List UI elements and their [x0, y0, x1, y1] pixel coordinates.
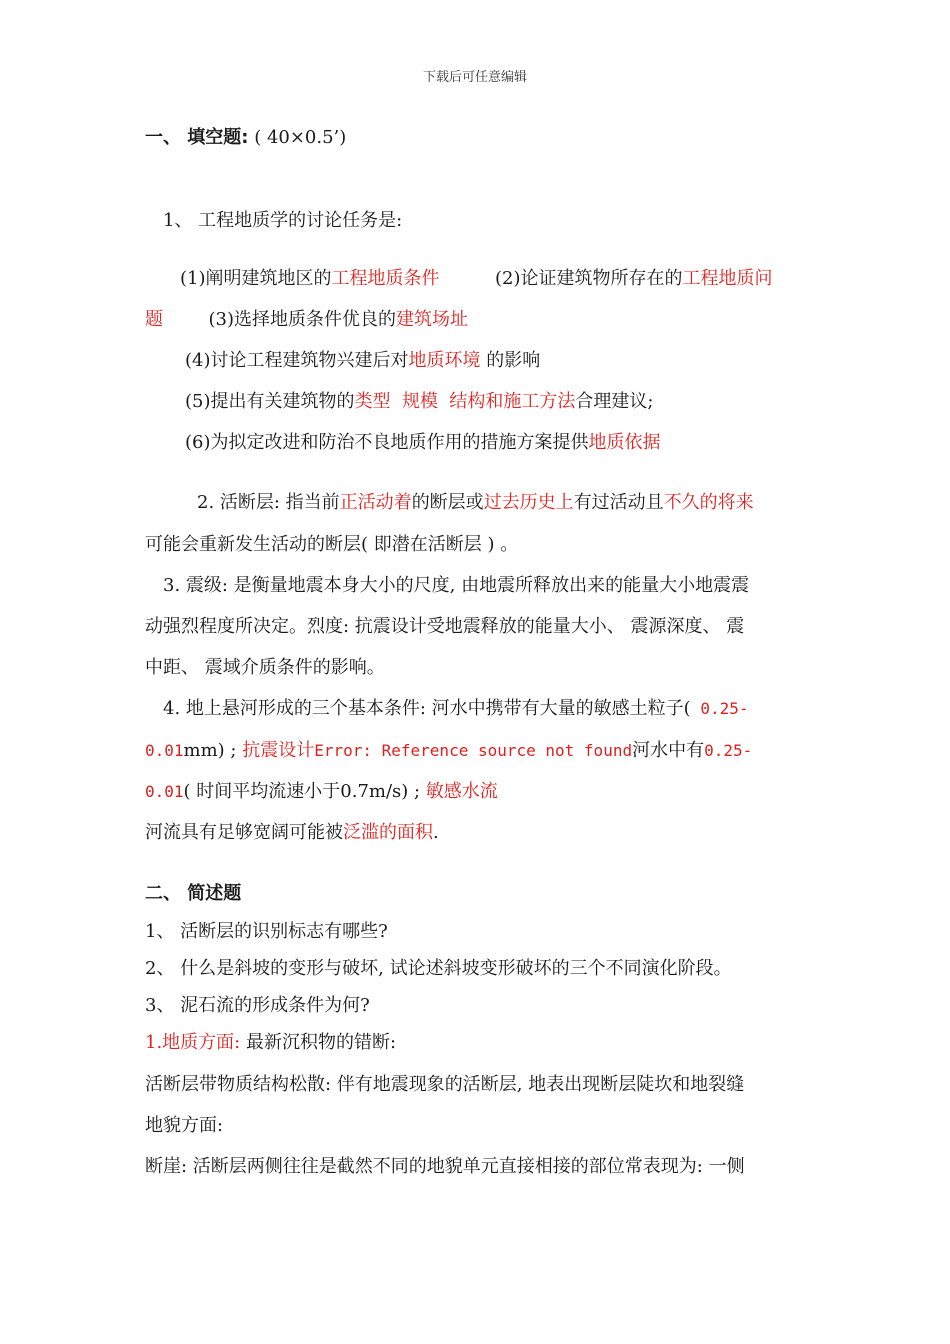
answer-text: 不久的将来 [663, 492, 754, 513]
q3-line-3: 中距、 震域介质条件的影响。 [145, 657, 385, 678]
answer-text: 过去历史上 [483, 492, 574, 513]
section-1-heading [145, 126, 346, 150]
q1-item-6: (6)为拟定改进和防治不良地质作用的措施方案提供地质依据 [185, 432, 661, 453]
q3-line-1: 3. 震级: 是衡量地震本身大小的尺度, 由地震所释放出来的能量大小地震震 [163, 575, 750, 596]
section-2-q1: 1、 活断层的识别标志有哪些? [145, 921, 388, 942]
section-2-title: 二、 简述题 [145, 883, 242, 904]
answer-text: 泛滥的面积 [343, 822, 433, 843]
q4-line-3: 0.01( 时间平均流速小于0.7m/s) ; 敏感水流 [145, 781, 498, 802]
answer-text: 建筑场址 [395, 309, 468, 330]
q1-item-1-2: (1)阐明建筑地区的工程地质条件 (2)论证建筑物所存在的工程地质问 [180, 268, 773, 289]
answer-text: 0.25- [704, 741, 753, 760]
q2-line-2: 可能会重新发生活动的断层( 即潜在活断层 ) 。 [145, 534, 519, 555]
q1-intro: 1、 工程地质学的讨论任务是: [163, 210, 403, 231]
answer-text: 地质环境 [408, 350, 481, 371]
answer-text: 类型 规模 结构和施工方法 [354, 391, 576, 412]
q4-line-2: 0.01mm) ; 抗震设计Error: Reference source not found河水中有0.25- [145, 740, 753, 761]
q3-line-2: 动强烈程度所决定。烈度: 抗震设计受地震释放的能量大小、 震源深度、 震 [145, 616, 745, 637]
answer-text: 敏感水流 [425, 781, 498, 802]
answer-text: 0.01 [145, 741, 184, 760]
q4-line-1: 4. 地上悬河形成的三个基本条件: 河水中携带有大量的敏感土粒子( 0.25- [163, 698, 749, 719]
section-1-score: ( 40×0.5’) [254, 127, 347, 148]
q1-item-5: (5)提出有关建筑物的类型 规模 结构和施工方法合理建议; [185, 391, 654, 412]
answer-line-1: 1.地质方面: 最新沉积物的错断: [145, 1032, 397, 1053]
q4-line-4: 河流具有足够宽阔可能被泛滥的面积. [145, 822, 439, 843]
answer-text: 地质依据 [588, 432, 661, 453]
answer-line-2: 活断层带物质结构松散: 伴有地震现象的活断层, 地表出现断层陡坎和地裂缝 [145, 1074, 745, 1095]
answer-text: 0.25- [690, 699, 749, 718]
answer-text: 工程地质问 [682, 268, 773, 289]
answer-text: 正活动着 [339, 492, 412, 513]
q1-item-3: 题 (3)选择地质条件优良的建筑场址 [145, 309, 468, 330]
section-2-q2: 2、 什么是斜坡的变形与破坏, 试论述斜坡变形破坏的三个不同演化阶段。 [145, 958, 732, 979]
answer-line-3: 地貌方面: [145, 1115, 224, 1136]
section-1-title: 一、 填空题: [145, 127, 249, 148]
answer-text: 抗震设计 [242, 740, 315, 761]
answer-text: 工程地质条件 [331, 268, 440, 289]
answer-text: 0.01 [145, 782, 184, 801]
q2-line-1: 2. 活断层: 指当前正活动着的断层或过去历史上有过活动且不久的将来 [197, 492, 754, 513]
answer-line-4: 断崖: 活断层两侧往往是截然不同的地貌单元直接相接的部位常表现为: 一侧 [145, 1156, 745, 1177]
section-2-q3: 3、 泥石流的形成条件为何? [145, 995, 370, 1016]
q1-item-4: (4)讨论工程建筑物兴建后对地质环境 的影响 [185, 350, 541, 371]
page-header: 下载后可任意编辑 [422, 70, 527, 85]
error-reference: Error: Reference source not found [314, 741, 633, 760]
answer-text: 1.地质方面: [145, 1032, 241, 1053]
answer-text: 题 [145, 309, 163, 330]
